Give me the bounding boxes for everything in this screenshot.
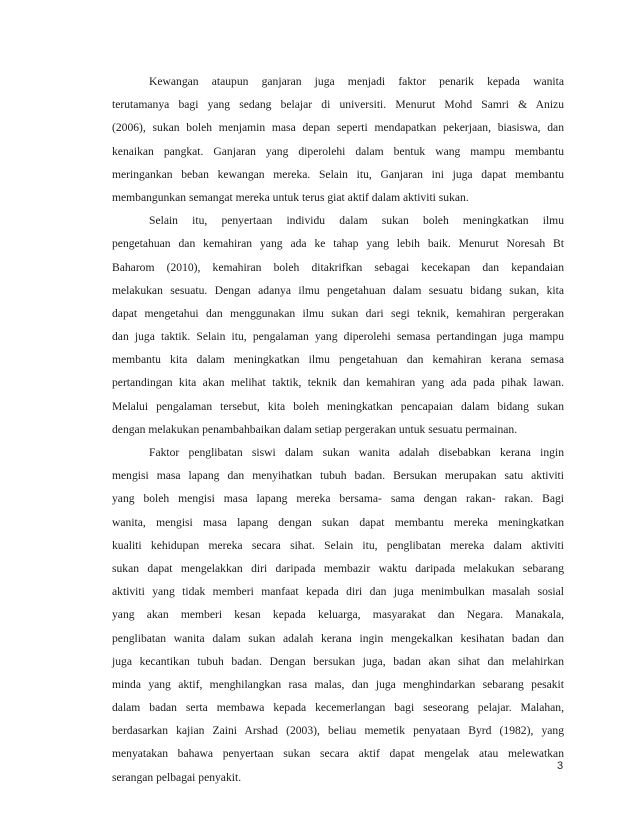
text-line: kenaikan pangkat. Ganjaran yang diperolehi dalam bentuk wang mampu membantu [112,144,564,158]
text-line: (2006), sukan boleh menjamin masa depan seperti mendapatkan pekerjaan, biasiswa, dan [112,121,564,135]
text-line: minda yang aktif, menghilangkan rasa malas, dan juga menghindarkan sebarang pesakit [112,677,564,691]
document-page [112,70,564,789]
paragraph-ilmu-pengetahuan [112,209,564,441]
text-line: penglibatan wanita dalam sukan adalah kerana ingin mengekalkan kesihatan badan dan [112,631,564,645]
text-line: berdasarkan kajian Zaini Arshad (2003), beliau memetik penyataan Byrd (1982), yang [112,724,564,738]
text-line: Baharom (2010), kemahiran boleh ditakrifkan sebagai kecekapan dan kepandaian [112,260,564,274]
text-line: membantu kita dalam meningkatkan ilmu pengetahuan dan kemahiran kerana semasa [112,353,564,367]
text-line: Selain itu, penyertaan individu dalam sukan boleh meningkatkan ilmu [149,214,564,228]
text-line: terutamanya bagi yang sedang belajar di universiti. Menurut Mohd Samri & Anizu [112,98,564,112]
text-line: dalam badan serta membawa kepada kecemerlangan bagi seseorang pelajar. Malahan, [112,701,564,715]
text-line: kualiti kehidupan mereka secara sihat. Selain itu, penglibatan mereka dalam aktiviti [112,538,564,552]
text-line: Kewangan ataupun ganjaran juga menjadi faktor penarik kepada wanita [149,75,564,88]
text-line: yang akan memberi kesan kepada keluarga, masyarakat dan Negara. Manakala, [112,608,564,622]
text-line: juga kecantikan tubuh badan. Dengan bersukan juga, badan akan sihat dan melahirkan [112,654,564,668]
text-line: pertandingan kita akan melihat taktik, teknik dan kemahiran yang ada pada pihak lawan. [112,376,564,390]
text-line: pengetahuan dan kemahiran yang ada ke tahap yang lebih baik. Menurut Noresah Bt [112,237,564,251]
text-line: menyatakan bahawa penyertaan sukan secara aktif dapat mengelak atau melewatkan [112,747,564,761]
text-line: mengisi masa lapang dan menyihatkan tubuh badan. Bersukan merupakan satu aktiviti [112,469,564,483]
text-line: Faktor penglibatan siswi dalam sukan wanita adalah disebabkan kerana ingin [149,446,564,459]
text-line: melakukan sesuatu. Dengan adanya ilmu pengetahuan dalam sesuatu bidang sukan, kita [112,283,564,297]
page-number: 3 [557,760,564,772]
text-line: dapat mengetahui dan menggunakan ilmu sukan dari segi teknik, kemahiran pergerakan [112,306,564,320]
text-line: sukan dapat mengelakkan diri daripada membazir waktu daripada melakukan sebarang [112,561,564,575]
paragraph-penglibatan-siswi [112,441,564,789]
text-line: aktiviti yang tidak memberi manfaat kepada diri dan juga menimbulkan masalah sosial [112,585,564,599]
text-line: dengan melakukan penambahbaikan dalam setiap pergerakan untuk sesuatu permainan. [112,422,518,436]
text-line: wanita, mengisi masa lapang dengan sukan dapat membantu mereka meningkatkan [112,515,564,529]
text-line: meringankan beban kewangan mereka. Selain itu, Ganjaran ini juga dapat membantu [112,167,564,181]
paragraph-ganjaran [112,70,564,209]
text-line: Melalui pengalaman tersebut, kita boleh meningkatkan pencapaian dalam bidang sukan [112,399,564,413]
text-line: dan juga taktik. Selain itu, pengalaman yang diperolehi semasa pertandingan juga mampu [112,330,564,344]
text-line: serangan pelbagai penyakit. [112,770,242,784]
text-line: yang boleh mengisi masa lapang mereka bersama- sama dengan rakan- rakan. Bagi [112,492,564,506]
text-line: membangunkan semangat mereka untuk terus giat aktif dalam aktiviti sukan. [112,190,469,204]
